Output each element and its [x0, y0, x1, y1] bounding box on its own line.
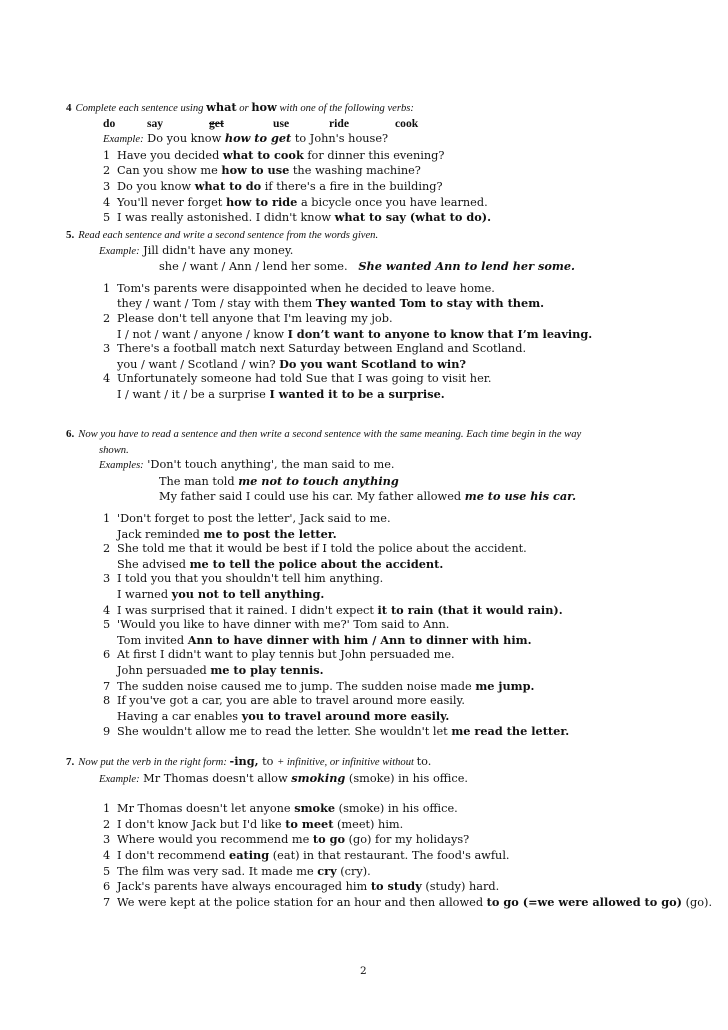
- example-line: [159, 474, 666, 490]
- instruction-text: + infinitive, or infinitive without: [277, 757, 417, 768]
- answer: me read the letter.: [451, 724, 570, 739]
- exercise-4: [66, 100, 666, 226]
- text: My father said I could use his car. My father allowed: [159, 490, 465, 504]
- instruction-text: shown.: [99, 444, 129, 456]
- example-line: [99, 771, 666, 788]
- exercise-number: 7.: [66, 756, 75, 768]
- exercise-number: 4: [66, 102, 72, 114]
- text: (meet) him.: [333, 817, 404, 831]
- verb: ride: [329, 116, 349, 130]
- answer: smoke: [294, 801, 336, 816]
- example-answer: smoking: [291, 770, 346, 785]
- text: 'Don't forget to post the letter', Jack said to me.: [117, 511, 391, 525]
- list-item: [103, 864, 666, 880]
- keyword: to: [258, 755, 278, 768]
- exercise-7: [66, 754, 713, 910]
- item-number: 5: [103, 864, 111, 878]
- answer: to go: [312, 832, 346, 847]
- list-item: [103, 679, 666, 695]
- text: if there's a fire in the building?: [261, 179, 443, 193]
- list-item: [103, 648, 666, 663]
- cue-words: I / not / want / anyone / know: [117, 327, 288, 341]
- list-item: [103, 572, 666, 587]
- item-number: 1: [103, 281, 111, 295]
- exercise-7-instruction: [66, 754, 666, 771]
- item-number: 2: [103, 817, 111, 831]
- list-item: [103, 694, 666, 709]
- text: I told you that you shouldn't tell him anything.: [117, 572, 384, 586]
- item-number: 5: [103, 618, 111, 632]
- list-item: [103, 312, 666, 327]
- answer: me to post the letter.: [203, 526, 337, 541]
- answer: you not to tell anything.: [171, 586, 325, 601]
- text: I don't know Jack but I'd like: [117, 817, 286, 831]
- verb: get: [209, 116, 224, 130]
- exercise-4-instruction: [66, 100, 666, 117]
- verb: say: [147, 116, 164, 130]
- exercise-6-instruction: [66, 427, 666, 443]
- exercise-5-instruction: [66, 228, 666, 244]
- text: Tom invited: [117, 633, 188, 647]
- cue-words: I / want / it / be a surprise: [117, 387, 270, 401]
- verb: do: [103, 116, 116, 130]
- answer: I wanted it to be a surprise.: [269, 386, 445, 401]
- item-number: 5: [103, 211, 111, 225]
- text: Please don't tell anyone that I'm leaving my job.: [117, 311, 393, 325]
- answer: eating: [229, 847, 270, 862]
- item-number: 4: [103, 372, 111, 386]
- text: (study) hard.: [421, 880, 500, 894]
- item-number: 3: [103, 179, 111, 193]
- text: At first I didn't want to play tennis but John persuaded me.: [117, 648, 455, 662]
- text: I was really astonished. I didn't know: [117, 211, 335, 225]
- text: (go) for my holidays?: [345, 833, 470, 847]
- list-item: [103, 282, 666, 297]
- text: You'll never forget: [117, 195, 226, 209]
- answer: cry: [317, 863, 337, 878]
- answer: I don’t want to anyone to know that I’m leaving.: [287, 326, 593, 341]
- text: Jack reminded: [117, 527, 204, 541]
- list-item: [103, 372, 666, 387]
- list-item: [103, 195, 666, 211]
- text: for dinner this evening?: [303, 148, 445, 162]
- list-item: [103, 618, 666, 633]
- text: I was surprised that it rained. I didn't expect: [117, 603, 378, 617]
- example-label: Example:: [99, 245, 140, 257]
- text: Mr Thomas doesn't allow: [139, 771, 292, 785]
- text: 'Would you like to have dinner with me?' Tom said to Ann.: [117, 618, 450, 632]
- item-number: 3: [103, 572, 111, 586]
- text: (cry).: [336, 864, 371, 878]
- text: Jill didn't have any money.: [139, 243, 294, 257]
- list-item: [103, 724, 666, 740]
- text: The sudden noise caused me to jump. The sudden noise made: [117, 679, 476, 693]
- keyword: -ing,: [229, 754, 259, 768]
- text: Where would you recommend me: [117, 833, 313, 847]
- text: Can you show me: [117, 164, 222, 178]
- cue-line: [117, 357, 666, 373]
- cue-line: [117, 296, 666, 312]
- instruction-text: Complete each sentence using: [75, 103, 207, 114]
- example-label: Example:: [99, 773, 140, 785]
- example-answer: She wanted Ann to lend her some.: [358, 259, 575, 274]
- text: Tom's parents were disappointed when he decided to leave home.: [117, 281, 495, 295]
- item-number: 6: [103, 880, 111, 894]
- list-item: [103, 163, 666, 179]
- item-number: 9: [103, 725, 111, 739]
- list-item: [103, 817, 666, 833]
- list-item: [103, 603, 666, 619]
- example-line: [99, 458, 666, 474]
- exercise-5: [66, 228, 666, 403]
- item-number: 3: [103, 342, 111, 356]
- example-line: [159, 489, 666, 505]
- item-number: 8: [103, 694, 111, 708]
- example-cue-line: [159, 259, 666, 275]
- answer: how to use: [221, 163, 290, 178]
- text: Do you know: [143, 132, 225, 146]
- text: The man told: [159, 474, 239, 488]
- text: The film was very sad. It made me: [117, 864, 318, 878]
- answer-line: [117, 587, 666, 603]
- answer: me to tell the police about the accident.: [189, 556, 444, 571]
- instruction-text: Now put the verb in the right form:: [78, 757, 230, 768]
- list-item: [103, 894, 713, 911]
- example-label: Example:: [103, 134, 144, 146]
- answer-line: [117, 709, 666, 725]
- list-item: [103, 179, 666, 195]
- text: Mr Thomas doesn't let anyone: [117, 802, 295, 816]
- instruction-text: with one of the following verbs:: [276, 103, 414, 114]
- example-answer: me not to touch anything: [238, 473, 399, 488]
- list-item: [103, 342, 666, 357]
- instruction-continuation: [99, 443, 666, 459]
- list-item: [103, 832, 666, 848]
- item-number: 4: [103, 603, 111, 617]
- item-number: 7: [103, 679, 111, 693]
- answer: what to say (what to do).: [334, 210, 492, 225]
- item-number: 2: [103, 542, 111, 556]
- verb-list: [103, 117, 666, 132]
- text: She told me that it would be best if I told the police about the accident.: [117, 542, 527, 556]
- item-number: 1: [103, 511, 111, 525]
- exercise-6: [66, 427, 666, 740]
- item-number: 1: [103, 802, 111, 816]
- list-item: [103, 542, 666, 557]
- cue-words: they / want / Tom / stay with them: [117, 297, 316, 311]
- cue-line: [117, 327, 666, 343]
- example-line: [103, 131, 666, 148]
- answer: Do you want Scotland to win?: [279, 356, 467, 371]
- text: She wouldn't allow me to read the letter. She wouldn't let: [117, 725, 452, 739]
- example-label: Examples:: [99, 460, 144, 472]
- keyword: to.: [416, 755, 432, 768]
- answer-line: [117, 557, 666, 573]
- item-number: 2: [103, 164, 111, 178]
- keyword: what: [206, 100, 237, 114]
- text: If you've got a car, you are able to travel around more easily.: [117, 694, 465, 708]
- text: I warned: [117, 587, 172, 601]
- verb: use: [273, 116, 290, 130]
- answer: to study: [370, 879, 422, 894]
- answer: They wanted Tom to stay with them.: [315, 296, 545, 311]
- answer: Ann to have dinner with him / Ann to dinner with him.: [187, 632, 532, 647]
- text: We were kept at the police station for an hour and then allowed: [117, 895, 487, 909]
- instruction-text: Read each sentence and write a second sentence from the words given.: [78, 230, 379, 241]
- text: Jack's parents have always encouraged him: [117, 880, 371, 894]
- answer: how to ride: [225, 194, 298, 209]
- text: Have you decided: [117, 148, 223, 162]
- answer: to meet: [285, 816, 334, 831]
- item-number: 2: [103, 311, 111, 325]
- text: a bicycle once you have learned.: [297, 195, 488, 209]
- verb: cook: [395, 116, 419, 130]
- answer-line: [117, 663, 666, 679]
- answer: what to do: [194, 178, 262, 193]
- text: (smoke) in his office.: [345, 771, 468, 785]
- item-number: 4: [103, 195, 111, 209]
- list-item: [103, 512, 666, 527]
- text: (smoke) in his office.: [335, 802, 458, 816]
- page-number: 2: [360, 965, 367, 977]
- text: (go).: [682, 895, 713, 909]
- item-number: 3: [103, 833, 111, 847]
- list-item: [103, 848, 666, 864]
- answer: me jump.: [475, 678, 535, 693]
- text: Do you know: [117, 179, 195, 193]
- text: the washing machine?: [289, 164, 421, 178]
- cue-line: [117, 387, 666, 403]
- answer: to go (=we were allowed to go): [486, 894, 683, 909]
- answer-line: [117, 527, 666, 543]
- instruction-text: or: [236, 103, 252, 114]
- answer: it to rain (that it would rain).: [377, 602, 563, 617]
- example-answer: me to use his car.: [464, 489, 577, 504]
- answer: what to cook: [222, 147, 304, 162]
- item-number: 1: [103, 148, 111, 162]
- text: Having a car enables: [117, 709, 242, 723]
- answer: you to travel around more easily.: [241, 708, 450, 723]
- cue-words: she / want / Ann / lend her some.: [159, 260, 348, 274]
- list-item: [103, 148, 666, 164]
- text: There's a football match next Saturday between England and Scotland.: [117, 342, 527, 356]
- keyword: how: [251, 100, 277, 114]
- text: John persuaded: [117, 663, 211, 677]
- exercise-number: 6.: [66, 428, 75, 440]
- answer: me to play tennis.: [210, 662, 324, 677]
- text: 'Don't touch anything', the man said to me.: [143, 458, 395, 472]
- cue-words: you / want / Scotland / win?: [117, 357, 280, 371]
- list-item: [103, 801, 666, 817]
- text: to John's house?: [291, 132, 389, 146]
- instruction-text: Now you have to read a sentence and then write a second sentence with the same meaning. Each time begin in the way: [78, 429, 582, 440]
- text: Unfortunately someone had told Sue that I was going to visit her.: [117, 372, 492, 386]
- text: She advised: [117, 557, 190, 571]
- item-number: 6: [103, 648, 111, 662]
- answer-line: [117, 633, 666, 649]
- text: I don't recommend: [117, 848, 230, 862]
- text: (eat) in that restaurant. The food's awful.: [269, 848, 510, 862]
- item-number: 7: [103, 895, 111, 909]
- example-line: [99, 244, 666, 260]
- exercise-number: 5.: [66, 229, 75, 241]
- list-item: [103, 879, 666, 895]
- list-item: [103, 210, 666, 226]
- item-number: 4: [103, 848, 111, 862]
- example-answer: how to get: [224, 131, 292, 146]
